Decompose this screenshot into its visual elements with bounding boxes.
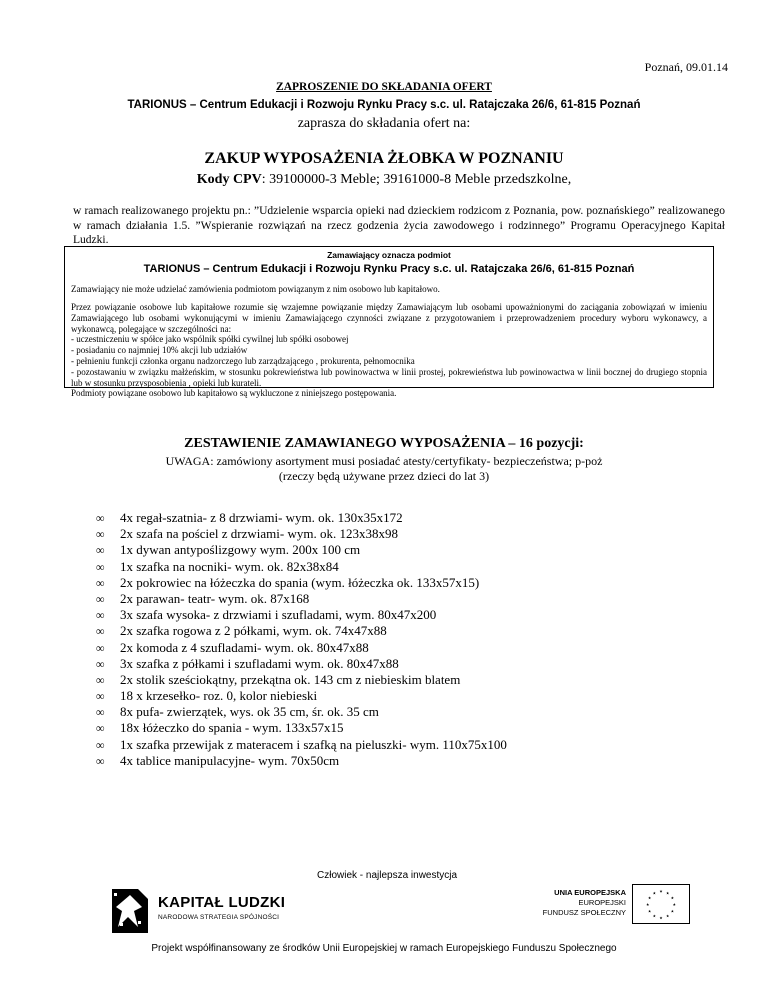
item-text: 8x pufa- zwierzątek, wys. ok 35 cm, śr. ok. 35 cm	[120, 704, 379, 720]
list-item	[96, 575, 507, 591]
equipment-list	[96, 510, 507, 769]
equipment-note: UWAGA: zamówiony asortyment musi posiadać atesty/certyfikaty- bezpieczeństwa; p-poż	[165, 454, 603, 468]
cpv-codes	[0, 172, 768, 188]
eu-line-3: FUNDUSZ SPOŁECZNY	[542, 908, 626, 917]
box-intro: Przez powiązanie osobowe lub kapitałowe rozumie się wzajemne powiązanie między Zamawiającym lub osobami upoważnionymi do zaciągania zobowiązań w imieniu Zamawiającego lub osobami wykonującymi w imieniu Zamawiającego czynności związane z przygotowaniem i przeprowadzeniem procedury wyboru wykonawcy, a wykonawcą, polegające w szczególności na:	[71, 302, 707, 334]
list-item	[96, 688, 507, 704]
item-text: 3x szafa wysoka- z drzwiami i szufladami, wym. 80x47x200	[120, 607, 437, 623]
infinity-bullet-icon: ∞	[96, 737, 105, 752]
list-item	[96, 607, 507, 623]
infinity-bullet-icon: ∞	[96, 527, 105, 542]
item-text: 2x komoda z 4 szufladami- wym. ok. 80x47x88	[120, 639, 369, 655]
item-text: 1x szafka przewijak z materacem i szafką na pieluszki- wym. 110x75x100	[120, 736, 507, 752]
infinity-bullet-icon: ∞	[96, 721, 105, 736]
infinity-bullet-icon: ∞	[96, 559, 105, 574]
item-text: 2x szafa na pościel z drzwiami- wym. ok. 123x38x98	[120, 526, 398, 542]
contracting-entity-box	[64, 246, 714, 399]
infinity-bullet-icon: ∞	[96, 689, 105, 704]
document-title: ZAPROSZENIE DO SKŁADANIA OFERT	[276, 81, 492, 93]
list-item	[96, 526, 507, 542]
box-line: - pełnieniu funkcji członka organu nadzorczego lub zarządzającego , prokurenta, pełnomocnika	[71, 355, 415, 366]
kapital-ludzki-subtitle: NARODOWA STRATEGIA SPÓJNOŚCI	[158, 914, 280, 921]
main-subject-title: ZAKUP WYPOSAŻENIA ŻŁOBKA W POZNANIU	[204, 150, 564, 167]
cpv-text: : 39100000-3 Meble; 39161000-8 Meble przedszkolne,	[261, 172, 572, 187]
list-item	[96, 737, 507, 753]
item-text: 18 x krzesełko- roz. 0, kolor niebieski	[120, 688, 318, 704]
item-text: 3x szafka z półkami i szufladami wym. ok. 80x47x88	[120, 655, 399, 671]
project-description: w ramach realizowanego projektu pn.: ”Udzielenie wsparcia opieki nad dzieckiem rodzicom z Poznania, pow. poznańskiego” realizowanego w ramach działania 1.5. ”Wspieranie rozwiązań na rzecz godzenia życia zawodowego i rodzinnego” Programu Operacyjnego Kapitał Ludzki.	[73, 205, 725, 246]
eu-logo-text	[520, 888, 626, 918]
infinity-bullet-icon: ∞	[96, 511, 105, 525]
eu-flag-icon	[632, 884, 690, 924]
eu-line-2: EUROPEJSKI	[578, 898, 626, 907]
equipment-note-age: (rzeczy będą używane przez dzieci do lat 3)	[278, 469, 490, 483]
item-text: 2x stolik sześciokątny, przekątna ok. 143 cm z niebieskim blatem	[120, 671, 461, 687]
item-text: 1x dywan antypoślizgowy wym. 200x 100 cm	[120, 542, 361, 558]
organization-line: TARIONUS – Centrum Edukacji i Rozwoju Rynku Pracy s.c. ul. Ratajczaka 26/6, 61-815 Poznań	[127, 99, 641, 111]
footer-tagline: Człowiek - najlepsza inwestycja	[317, 870, 458, 881]
box-paragraph-2	[71, 302, 707, 399]
box-line: - uczestniczeniu w spółce jako wspólnik spółki cywilnej lub spółki osobowej	[71, 334, 349, 345]
infinity-bullet-icon: ∞	[96, 624, 105, 639]
list-item	[96, 542, 507, 558]
box-caption: Zamawiający oznacza podmiot	[327, 250, 451, 260]
item-text: 2x parawan- teatr- wym. ok. 87x168	[120, 590, 310, 606]
infinity-bullet-icon: ∞	[96, 608, 105, 623]
list-item	[96, 704, 507, 720]
infinity-bullet-icon: ∞	[96, 591, 105, 606]
item-text: 18x łóżeczko do spania - wym. 133x57x15	[120, 720, 344, 736]
box-line: - posiadaniu co najmniej 10% akcji lub udziałów	[71, 345, 248, 356]
cpv-label: Kody CPV	[196, 172, 262, 187]
kapital-ludzki-name: KAPITAŁ LUDZKI	[158, 894, 286, 911]
box-organization: TARIONUS – Centrum Edukacji i Rozwoju Rynku Pracy s.c. ul. Ratajczaka 26/6, 61-815 Poznań	[143, 263, 635, 275]
infinity-bullet-icon: ∞	[96, 705, 105, 720]
list-item	[96, 672, 507, 688]
infinity-bullet-icon: ∞	[96, 543, 105, 558]
item-text: 1x szafka na nocniki- wym. ok. 82x38x84	[120, 558, 339, 574]
infinity-bullet-icon: ∞	[96, 656, 105, 671]
list-item	[96, 510, 507, 526]
item-text: 4x regał-szatnia- z 8 drzwiami- wym. ok. 130x35x172	[120, 510, 403, 525]
list-item	[96, 591, 507, 607]
infinity-bullet-icon: ∞	[96, 753, 105, 768]
list-item	[96, 720, 507, 736]
list-item	[96, 623, 507, 639]
infinity-bullet-icon: ∞	[96, 640, 105, 655]
list-item	[96, 656, 507, 672]
infinity-bullet-icon: ∞	[96, 575, 105, 590]
equipment-section-title: ZESTAWIENIE ZAMAWIANEGO WYPOSAŻENIA – 16 pozycji:	[184, 436, 584, 451]
box-line: Podmioty powiązane osobowo lub kapitałowo są wykluczone z niniejszego postępowania.	[71, 388, 397, 399]
box-paragraph-1: Zamawiający nie może udzielać zamówienia podmiotom powiązanym z nim osobowo lub kapitałowo.	[71, 284, 440, 294]
box-line: - pozostawaniu w związku małżeńskim, w stosunku pokrewieństwa lub powinowactwa w linii prostej, pokrewieństwa lub powinowactwa w linii bocznej do drugiego stopnia lub w stosunku przysposobienia , opieki lub kurateli.	[71, 366, 707, 388]
item-text: 2x pokrowiec na łóżeczka do spania (wym. łóżeczka ok. 133x57x15)	[120, 574, 480, 590]
list-item	[96, 640, 507, 656]
list-item	[96, 753, 507, 769]
item-text: 4x tablice manipulacyjne- wym. 70x50cm	[120, 752, 340, 768]
invite-line: zaprasza do składania ofert na:	[297, 116, 471, 131]
item-text: 2x szafka rogowa z 2 półkami, wym. ok. 74x47x88	[120, 623, 387, 639]
list-item	[96, 559, 507, 575]
kapital-ludzki-logo-icon	[108, 887, 152, 935]
cofinance-note: Projekt współfinansowany ze środków Unii Europejskiej w ramach Europejskiego Funduszu Społecznego	[151, 943, 617, 954]
eu-line-1: UNIA EUROPEJSKA	[554, 888, 626, 897]
infinity-bullet-icon: ∞	[96, 672, 105, 687]
document-date: Poznań, 09.01.14	[644, 60, 728, 74]
